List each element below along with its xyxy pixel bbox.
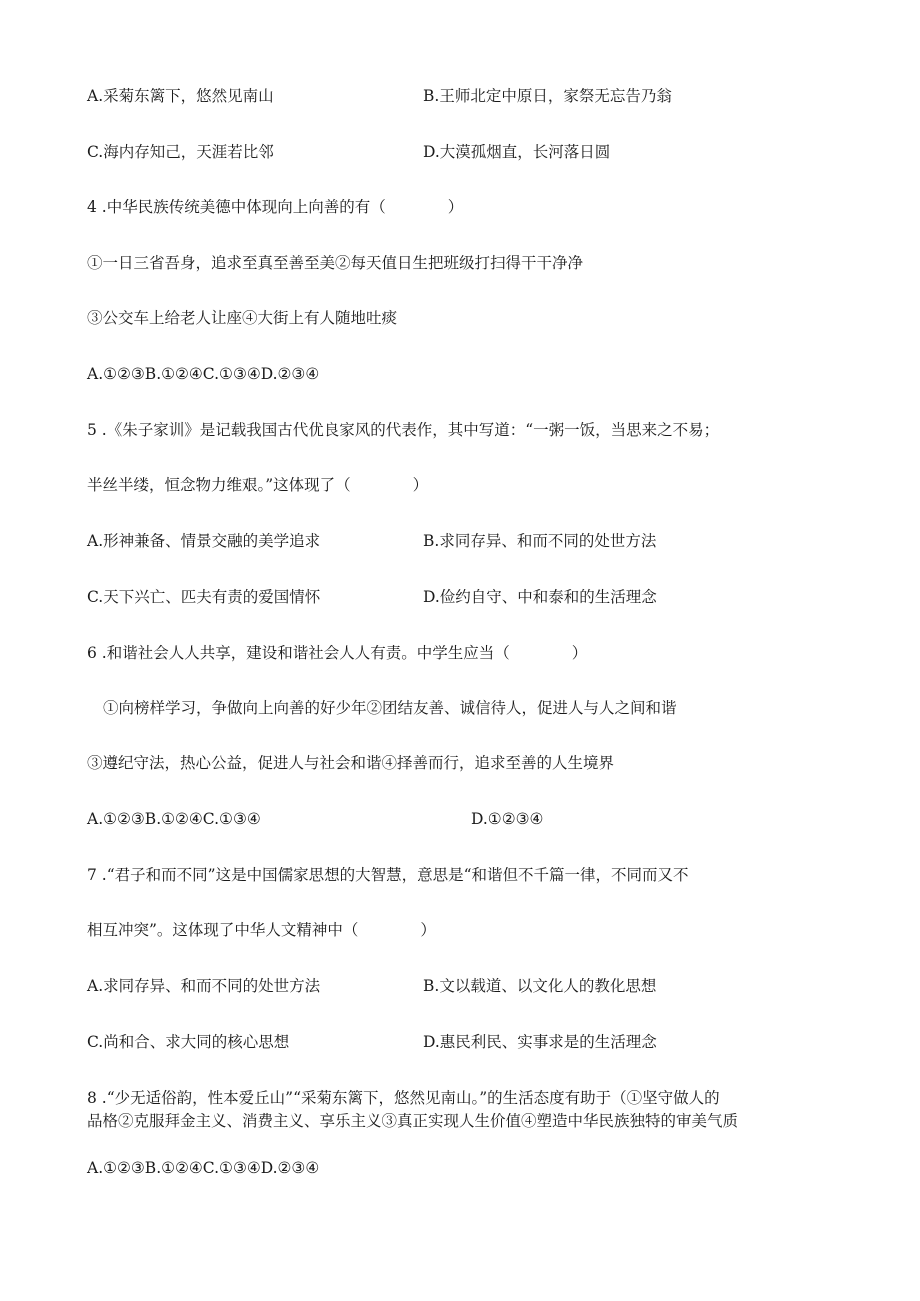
q5-option-c: C.天下兴亡、匹夫有责的爱国情怀	[87, 588, 321, 606]
q5-option-a: A.形神兼备、情景交融的美学追求	[87, 532, 321, 550]
q3-option-d: D.大漠孤烟直，长河落日圆	[423, 143, 611, 161]
q8-options: A.①②③B.①②④C.①③④D.②③④	[87, 1159, 320, 1177]
q7-option-c: C.尚和合、求大同的核心思想	[87, 1033, 290, 1051]
q5-option-b: B.求同存异、和而不同的处世方法	[423, 532, 657, 550]
q5-stem-continued: 半丝半缕，恒念物力维艰。”这体现了（ ）	[87, 476, 429, 494]
q8-stem: 8 .“少无适俗韵，性本爱丘山”“采菊东篱下，悠然见南山。”的生活态度有助于（①坚守做人的	[87, 1089, 720, 1107]
q3-options-row-1	[87, 86, 847, 106]
q4-options: A.①②③B.①②④C.①③④D.②③④	[87, 365, 320, 383]
q4-stem: 4 .中华民族传统美德中体现向上向善的有（ ）	[87, 198, 464, 216]
q6-options	[87, 809, 847, 829]
q3-option-a: A.采菊东篱下，悠然见南山	[87, 87, 274, 105]
q6-options-abc: A.①②③B.①②④C.①③④	[87, 810, 261, 828]
q6-statements-2: ③遵纪守法，热心公益，促进人与社会和谐④择善而行，追求至善的人生境界	[87, 754, 615, 772]
q5-stem: 5 .《朱子家训》是记载我国古代优良家风的代表作，其中写道：“一粥一饭，当思来之不易；	[87, 421, 720, 439]
q7-options-row-2	[87, 1032, 847, 1052]
q3-option-b: B.王师北定中原日，家祭无忘告乃翁	[423, 87, 672, 105]
q6-stem: 6 .和谐社会人人共享，建设和谐社会人人有责。中学生应当（ ）	[87, 644, 588, 662]
q3-options-row-2	[87, 142, 847, 162]
q7-stem: 7 .“君子和而不同”这是中国儒家思想的大智慧，意思是“和谐但不千篇一律，不同而又不	[87, 866, 689, 884]
q6-statements-1: ①向榜样学习，争做向上向善的好少年②团结友善、诚信待人，促进人与人之间和谐	[103, 699, 677, 717]
q4-statements-2: ③公交车上给老人让座④大街上有人随地吐痰	[87, 309, 398, 327]
q5-options-row-1	[87, 531, 847, 551]
q8-stem-continued: 品格②克服拜金主义、消费主义、享乐主义③真正实现人生价值④塑造中华民族独特的审美气质	[87, 1112, 739, 1130]
q4-statements-1: ①一日三省吾身，追求至真至善至美②每天值日生把班级打扫得干干净净	[87, 254, 584, 272]
q5-option-d: D.俭约自守、中和泰和的生活理念	[423, 588, 657, 606]
q7-options-row-1	[87, 976, 847, 996]
q3-option-c: C.海内存知己，天涯若比邻	[87, 143, 274, 161]
q7-option-b: B.文以载道、以文化人的教化思想	[423, 977, 657, 995]
q7-option-d: D.惠民利民、实事求是的生活理念	[423, 1033, 657, 1051]
q7-option-a: A.求同存异、和而不同的处世方法	[87, 977, 321, 995]
q6-option-d: D.①②③④	[471, 810, 544, 828]
q7-stem-continued: 相互冲突”。这体现了中华人文精神中（ ）	[87, 921, 436, 939]
q5-options-row-2	[87, 587, 847, 607]
